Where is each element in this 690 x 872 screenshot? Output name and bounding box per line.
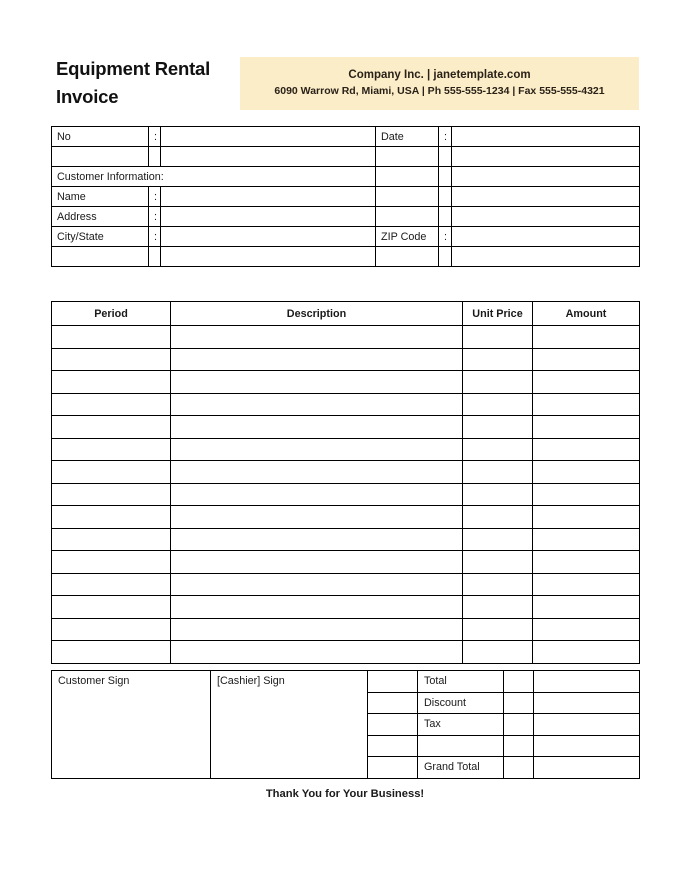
- cell-description[interactable]: [171, 348, 463, 371]
- totals-value-wide[interactable]: [534, 671, 640, 693]
- cell-description[interactable]: [171, 506, 463, 529]
- totals-label-tax: Tax: [418, 714, 504, 736]
- totals-spacer-cell: [368, 757, 418, 779]
- cell-amount[interactable]: [533, 618, 640, 641]
- cell-amount[interactable]: [533, 551, 640, 574]
- cell-unit-price[interactable]: [463, 596, 533, 619]
- column-header-amount: Amount: [533, 302, 640, 326]
- cell-unit-price[interactable]: [463, 528, 533, 551]
- cell-description[interactable]: [171, 483, 463, 506]
- cell-unit-price[interactable]: [463, 416, 533, 439]
- spacer-cell[interactable]: [161, 147, 376, 167]
- cell-unit-price[interactable]: [463, 641, 533, 664]
- label-date: Date: [376, 127, 439, 147]
- title-line-1: Equipment Rental: [56, 58, 211, 79]
- totals-value-wide[interactable]: [534, 692, 640, 714]
- cell-description[interactable]: [171, 461, 463, 484]
- spacer-cell[interactable]: [452, 247, 640, 267]
- cell-period[interactable]: [52, 573, 171, 596]
- spacer-cell: [376, 167, 439, 187]
- spacer-cell: [376, 187, 439, 207]
- cell-amount[interactable]: [533, 438, 640, 461]
- table-row: [52, 506, 640, 529]
- field-address[interactable]: [161, 207, 376, 227]
- cell-description[interactable]: [171, 371, 463, 394]
- info-row-customer-heading: [52, 167, 640, 187]
- spacer-cell: [439, 167, 452, 187]
- company-info-banner: [240, 57, 639, 110]
- colon-name: :: [149, 187, 161, 207]
- company-address: 6090 Warrow Rd, Miami, USA | Ph 555-555-1234 | Fax 555-555-4321: [274, 85, 605, 97]
- cell-amount[interactable]: [533, 596, 640, 619]
- cell-period[interactable]: [52, 483, 171, 506]
- label-address: Address: [52, 207, 149, 227]
- line-items-table: [51, 301, 640, 664]
- totals-value-wide[interactable]: [534, 735, 640, 757]
- cell-amount[interactable]: [533, 393, 640, 416]
- spacer-cell[interactable]: [452, 167, 640, 187]
- cell-description[interactable]: [171, 326, 463, 349]
- spacer-cell: [439, 207, 452, 227]
- spacer-cell[interactable]: [452, 147, 640, 167]
- cell-amount[interactable]: [533, 573, 640, 596]
- cell-description[interactable]: [171, 596, 463, 619]
- totals-value-narrow[interactable]: [504, 671, 534, 693]
- info-row-spacer-2: [52, 247, 640, 267]
- cell-description[interactable]: [171, 551, 463, 574]
- cell-period[interactable]: [52, 416, 171, 439]
- totals-value-narrow[interactable]: [504, 714, 534, 736]
- totals-value-narrow[interactable]: [504, 735, 534, 757]
- spacer-cell: [439, 247, 452, 267]
- cell-period[interactable]: [52, 348, 171, 371]
- cell-amount[interactable]: [533, 371, 640, 394]
- totals-spacer-cell: [368, 735, 418, 757]
- spacer-cell: [376, 147, 439, 167]
- info-row-city-zip: [52, 227, 640, 247]
- spacer-cell: [149, 147, 161, 167]
- invoice-header: [51, 55, 639, 113]
- colon-no: :: [149, 127, 161, 147]
- colon-city-state: :: [149, 227, 161, 247]
- title-line-2: Invoice: [56, 86, 119, 107]
- table-row: [52, 551, 640, 574]
- label-name: Name: [52, 187, 149, 207]
- cell-amount[interactable]: [533, 416, 640, 439]
- cell-period[interactable]: [52, 528, 171, 551]
- field-name[interactable]: [161, 187, 376, 207]
- cell-amount[interactable]: [533, 528, 640, 551]
- column-header-unit-price: Unit Price: [463, 302, 533, 326]
- totals-value-narrow[interactable]: [504, 692, 534, 714]
- cell-unit-price[interactable]: [463, 393, 533, 416]
- cell-unit-price[interactable]: [463, 483, 533, 506]
- cell-unit-price[interactable]: [463, 371, 533, 394]
- cell-amount[interactable]: [533, 326, 640, 349]
- cell-amount[interactable]: [533, 641, 640, 664]
- cell-unit-price[interactable]: [463, 551, 533, 574]
- cell-amount[interactable]: [533, 506, 640, 529]
- info-row-address: [52, 207, 640, 227]
- cell-period[interactable]: [52, 461, 171, 484]
- cell-description[interactable]: [171, 438, 463, 461]
- spacer-cell: [149, 247, 161, 267]
- cell-period[interactable]: [52, 551, 171, 574]
- table-row: [52, 528, 640, 551]
- cell-period[interactable]: [52, 393, 171, 416]
- invoice-info-table: [51, 126, 640, 267]
- company-name: Company Inc. | janetemplate.com: [348, 69, 531, 81]
- cell-description[interactable]: [171, 573, 463, 596]
- totals-body: [52, 671, 640, 779]
- cell-description[interactable]: [171, 641, 463, 664]
- cell-description[interactable]: [171, 618, 463, 641]
- cell-unit-price[interactable]: [463, 573, 533, 596]
- cell-period[interactable]: [52, 371, 171, 394]
- field-city-state[interactable]: [161, 227, 376, 247]
- column-header-description: Description: [171, 302, 463, 326]
- cell-description[interactable]: [171, 416, 463, 439]
- info-row-no-date: [52, 127, 640, 147]
- cell-unit-price[interactable]: [463, 506, 533, 529]
- cell-unit-price[interactable]: [463, 438, 533, 461]
- page-title: [56, 55, 246, 111]
- totals-label-blank: [418, 735, 504, 757]
- table-row: [52, 461, 640, 484]
- customer-sign-cell[interactable]: Customer Sign: [52, 671, 211, 779]
- table-row: [52, 641, 640, 664]
- totals-label-discount: Discount: [418, 692, 504, 714]
- table-row: [52, 326, 640, 349]
- table-row: [52, 371, 640, 394]
- spacer-cell: [52, 147, 149, 167]
- line-items-header-row: [52, 302, 640, 326]
- spacer-cell: [376, 247, 439, 267]
- cell-amount[interactable]: [533, 461, 640, 484]
- cashier-sign-cell[interactable]: [Cashier] Sign: [211, 671, 368, 779]
- totals-value-wide[interactable]: [534, 714, 640, 736]
- totals-value-wide[interactable]: [534, 757, 640, 779]
- info-row-name: [52, 187, 640, 207]
- cell-period[interactable]: [52, 596, 171, 619]
- colon-date: :: [439, 127, 452, 147]
- totals-row: [52, 671, 640, 693]
- totals-spacer-cell: [368, 671, 418, 693]
- cell-unit-price[interactable]: [463, 618, 533, 641]
- field-no[interactable]: [161, 127, 376, 147]
- spacer-cell[interactable]: [452, 207, 640, 227]
- info-row-spacer-1: [52, 147, 640, 167]
- cell-period[interactable]: [52, 438, 171, 461]
- colon-zip-code: :: [439, 227, 452, 247]
- table-row: [52, 348, 640, 371]
- cell-period[interactable]: [52, 641, 171, 664]
- table-row: [52, 416, 640, 439]
- customer-information-heading: Customer Information:: [52, 167, 376, 187]
- totals-spacer-cell: [368, 692, 418, 714]
- spacer-cell: [439, 187, 452, 207]
- table-row: [52, 483, 640, 506]
- cell-period[interactable]: [52, 326, 171, 349]
- table-row: [52, 393, 640, 416]
- field-date[interactable]: [452, 127, 640, 147]
- cell-amount[interactable]: [533, 483, 640, 506]
- totals-value-narrow[interactable]: [504, 757, 534, 779]
- label-city-state: City/State: [52, 227, 149, 247]
- cell-unit-price[interactable]: [463, 326, 533, 349]
- totals-label-grand-total: Grand Total: [418, 757, 504, 779]
- cell-period[interactable]: [52, 618, 171, 641]
- spacer-cell[interactable]: [452, 187, 640, 207]
- cell-unit-price[interactable]: [463, 461, 533, 484]
- totals-label-total: Total: [418, 671, 504, 693]
- cell-description[interactable]: [171, 393, 463, 416]
- column-header-period: Period: [52, 302, 171, 326]
- field-zip-code[interactable]: [452, 227, 640, 247]
- spacer-cell: [439, 147, 452, 167]
- colon-address: :: [149, 207, 161, 227]
- totals-and-signature-table: [51, 670, 640, 779]
- table-row: [52, 438, 640, 461]
- label-zip-code: ZIP Code: [376, 227, 439, 247]
- table-row: [52, 596, 640, 619]
- table-row: [52, 573, 640, 596]
- label-no: No: [52, 127, 149, 147]
- spacer-cell: [52, 247, 149, 267]
- spacer-cell: [376, 207, 439, 227]
- cell-period[interactable]: [52, 506, 171, 529]
- cell-description[interactable]: [171, 528, 463, 551]
- totals-spacer-cell: [368, 714, 418, 736]
- table-row: [52, 618, 640, 641]
- spacer-cell[interactable]: [161, 247, 376, 267]
- cell-unit-price[interactable]: [463, 348, 533, 371]
- thank-you-message: Thank You for Your Business!: [265, 788, 425, 800]
- cell-amount[interactable]: [533, 348, 640, 371]
- line-items-body: [52, 326, 640, 664]
